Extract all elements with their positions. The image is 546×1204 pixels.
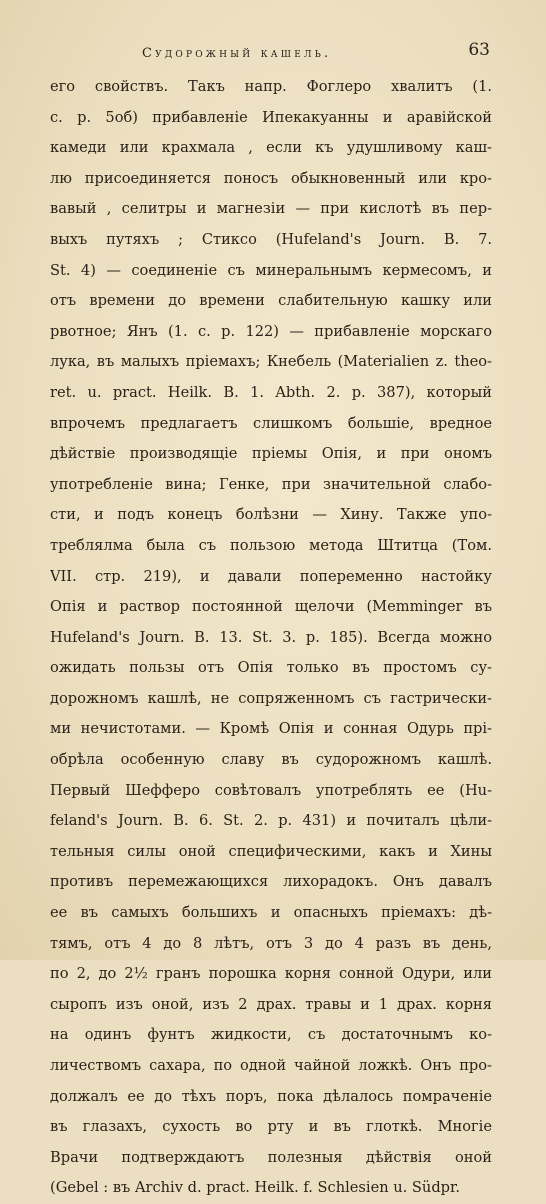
text-line: впрочемъ предлагаетъ слишкомъ большіе, вредное xyxy=(50,414,492,432)
text-line: (Gebel : въ Archiv d. pract. Heilk. f. Schlesien u. Südpr. xyxy=(50,1179,461,1197)
text-line: Hufeland's Journ. B. 13. St. 3. p. 185). Всегда можно xyxy=(50,628,492,646)
text-line: отъ времени до времени слабительную кашку или xyxy=(50,292,492,310)
text-line: VII. стр. 219), и давали попеременно настойку xyxy=(50,567,492,585)
text-line: противъ перемежающихся лихорадокъ. Онъ давалъ xyxy=(50,873,492,891)
text-line: Опія и раствор постоянной щелочи (Memminger въ xyxy=(50,598,492,616)
text-line: сыропъ изъ оной, изъ 2 драх. травы и 1 драх. корня xyxy=(50,995,492,1013)
text-line: вавый , селитры и магнезіи — при кислотѣ въ пер- xyxy=(50,200,492,218)
text-line: должалъ ее до тѣхъ поръ, пока дѣлалось помраченіе xyxy=(50,1087,492,1105)
text-line: треблялма была съ пользою метода Штитца (Том. xyxy=(50,536,492,554)
text-line: feland's Journ. B. 6. St. 2. p. 431) и почиталъ цѣли- xyxy=(50,812,492,830)
text-line: камеди или крахмала , если къ удушливому каш- xyxy=(50,139,492,157)
text-line: дорожномъ кашлѣ, не сопряженномъ съ гастрически- xyxy=(50,689,492,707)
running-title: Судорожный кашель. xyxy=(142,46,332,61)
text-line: сти, и подъ конецъ болѣзни — Хину. Также упо- xyxy=(50,506,492,524)
text-line: тельныя силы оной специфическими, какъ и Хины xyxy=(50,842,492,860)
text-line: лю присоединяется поносъ обыкновенный или кро- xyxy=(50,169,492,187)
text-line: ее въ самыхъ большихъ и опасныхъ пріемахъ: дѣ- xyxy=(50,904,492,922)
text-line: ret. u. pract. Heilk. B. 1. Abth. 2. p. 387), который xyxy=(50,383,492,401)
text-line: Первый Шефферо совѣтовалъ употреблять ее (Hu- xyxy=(50,781,492,799)
text-line: ми нечистотами. — Кромѣ Опія и сонная Одурь прі- xyxy=(50,720,492,738)
text-line: тямъ, отъ 4 до 8 лѣтъ, отъ 3 до 4 разъ въ день, xyxy=(50,934,492,952)
page-header xyxy=(52,40,490,66)
text-line: дѣйствіе производящіе пріемы Опія, и при ономъ xyxy=(50,445,492,463)
text-line: по 2, до 2½ гранъ порошка корня сонной Одури, или xyxy=(50,965,492,983)
text-line: с. р. 5об) прибавленіе Ипекакуанны и аравійской xyxy=(50,108,492,126)
text-line: Врачи подтверждаютъ полезныя дѣйствія оной xyxy=(50,1148,492,1166)
text-line: выхъ путяхъ ; Стиксо (Hufeland's Journ. B. 7. xyxy=(50,230,492,248)
body-text xyxy=(50,72,492,1204)
text-line: личествомъ сахара, по одной чайной ложкѣ. Онъ про- xyxy=(50,1057,492,1074)
text-line: рвотное; Янъ (1. с. р. 122) — прибавленіе морскаго xyxy=(50,322,492,340)
page-number: 63 xyxy=(468,40,490,60)
text-line: его свойствъ. Такъ напр. Фоглеро хвалитъ (1. xyxy=(50,78,492,95)
text-line: ожидать пользы отъ Опія только въ простомъ су- xyxy=(50,659,492,677)
text-line: обрѣла особенную славу въ судорожномъ кашлѣ. xyxy=(50,751,492,769)
text-line: въ глазахъ, сухость во рту и въ глоткѣ. Многіе xyxy=(50,1118,492,1136)
text-line: на одинъ фунтъ жидкости, съ достаточнымъ ко- xyxy=(50,1026,492,1044)
text-line: St. 4) — соединеніе съ минеральнымъ кермесомъ, и xyxy=(50,261,492,279)
text-line: употребленіе вина; Генке, при значительной слабо- xyxy=(50,475,492,493)
text-line: лука, въ малыхъ пріемахъ; Кнебель (Materialien z. theo- xyxy=(50,353,492,371)
